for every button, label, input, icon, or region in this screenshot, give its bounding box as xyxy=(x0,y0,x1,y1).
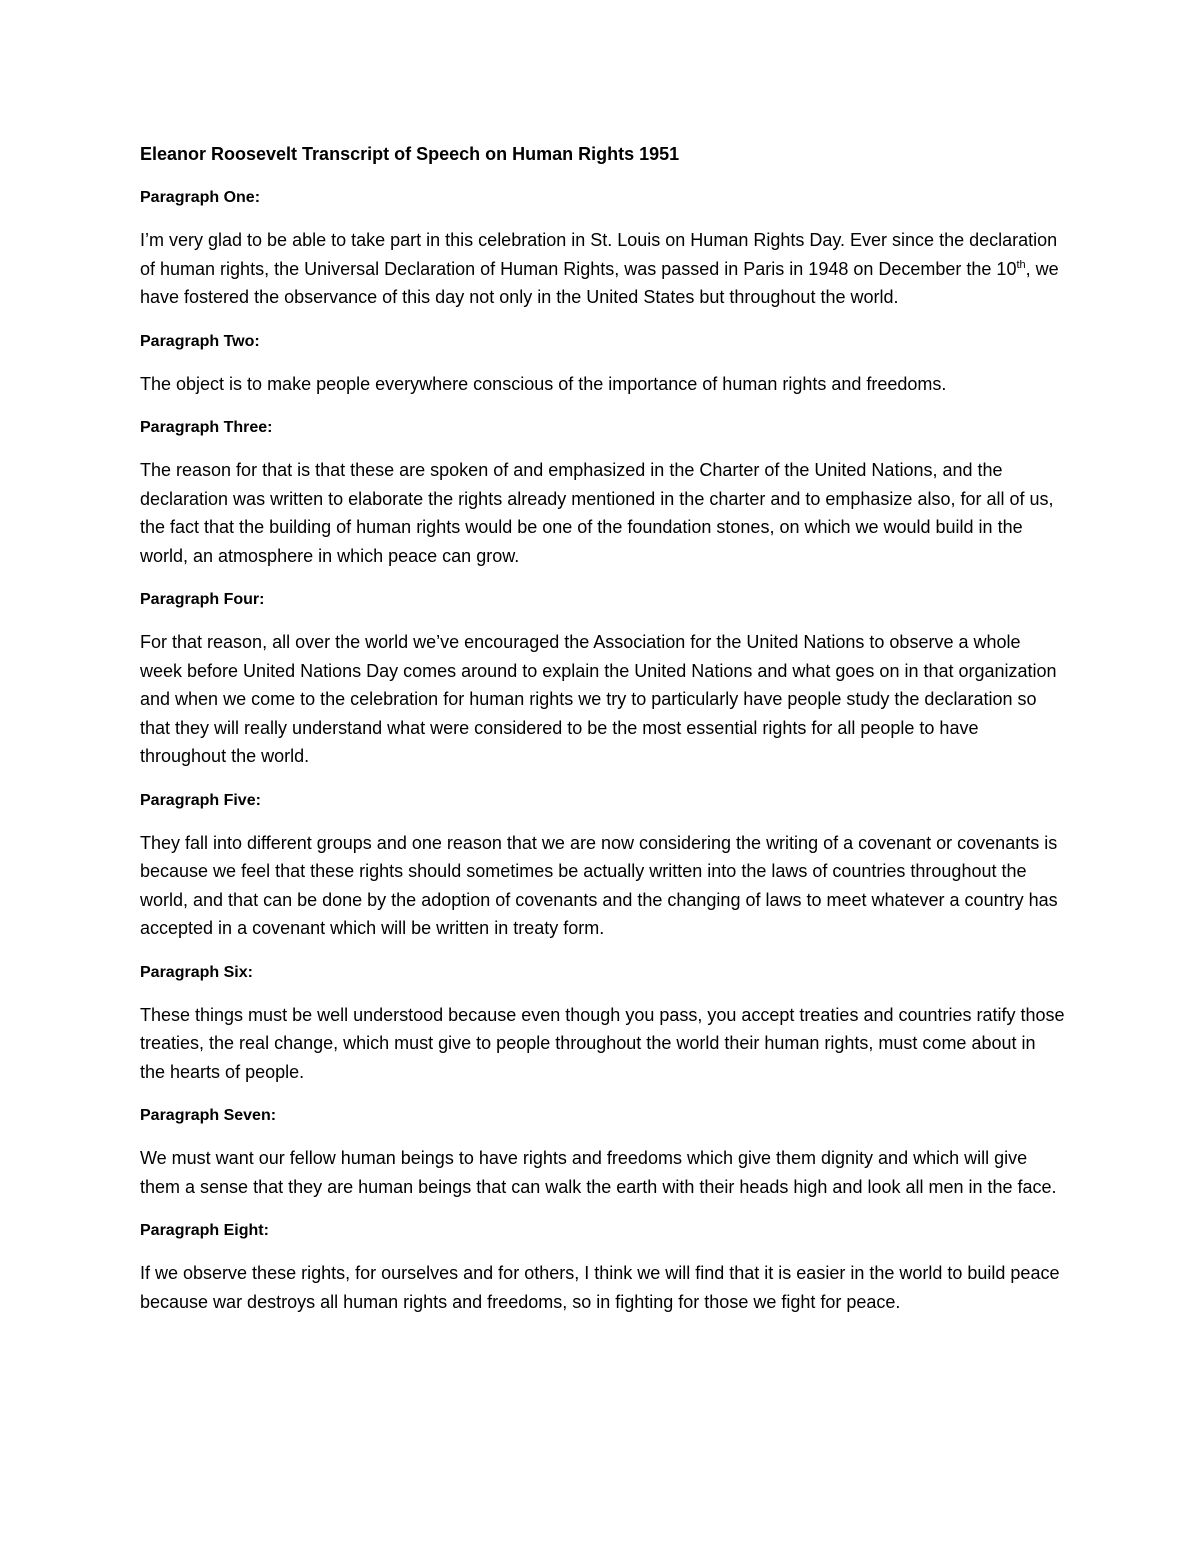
document-page xyxy=(140,140,1065,1332)
ordinal-suffix: th xyxy=(1016,258,1026,271)
paragraph-three-text: The reason for that is that these are spoken of and emphasized in the Charter of the United Nations, and the declaration was written to elaborate the rights already mentioned in the charter and to emphasize also, for all of us, the fact that the building of human rights would be one of the foundation stones, on which we would build in the world, an atmosphere in which peace can grow. xyxy=(140,460,1054,566)
paragraph-six-heading: Paragraph Six: xyxy=(140,963,253,981)
paragraph-seven-heading: Paragraph Seven: xyxy=(140,1107,277,1124)
paragraph-five-heading: Paragraph Five: xyxy=(140,791,261,809)
paragraph-one-text-start: I’m very glad to be able to take part in this celebration in St. Louis on Human Rights Day. Ever since the declaration of human rights, the Universal Declaration of Human Rights, was passed in Paris in 1948 on December the 10 xyxy=(140,230,1058,279)
paragraph-five-text: They fall into different groups and one reason that we are now considering the writing of a covenant or covenants is because we feel that these rights should sometimes be actually written into the laws of countries throughout the world, and that can be done by the adoption of covenants and the changing of laws to meet whatever a country has accepted in a covenant which will be written in treaty form. xyxy=(140,832,1058,938)
paragraph-eight-text: If we observe these rights, for ourselves and for others, I think we will find that it is easier in the world to build peace because war destroys all human rights and freedoms, so in fighting for those we fight for peace. xyxy=(140,1263,1060,1312)
paragraph-two-text: The object is to make people everywhere conscious of the importance of human rights and freedoms. xyxy=(140,373,947,394)
paragraph-one-text xyxy=(140,226,1065,312)
paragraph-four-text: For that reason, all over the world we’ve encouraged the Association for the United Nations to observe a whole week before United Nations Day comes around to explain the United Nations and what goes on in that organization and when we come to the celebration for human rights we try to particularly have people study the declaration so that they will really understand what were considered to be the most essential rights for all people to have throughout the world. xyxy=(140,632,1057,766)
paragraph-three-heading: Paragraph Three: xyxy=(140,419,273,436)
paragraph-one-heading: Paragraph One: xyxy=(140,189,261,206)
paragraph-four-heading: Paragraph Four: xyxy=(140,591,265,608)
paragraph-one-text-end: , we have fostered the observance of this day not only in the United States but throughout the world. xyxy=(140,258,1059,307)
document-title: Eleanor Roosevelt Transcript of Speech on Human Rights 1951 xyxy=(140,144,680,164)
paragraph-seven-text: We must want our fellow human beings to have rights and freedoms which give them dignity and which will give them a sense that they are human beings that can walk the earth with their heads high and look all men in the face. xyxy=(140,1148,1057,1197)
paragraph-eight-heading: Paragraph Eight: xyxy=(140,1222,269,1239)
paragraph-two-heading: Paragraph Two: xyxy=(140,332,260,350)
paragraph-six-text: These things must be well understood because even though you pass, you accept treaties and countries ratify those treaties, the real change, which must give to people throughout the world their human rights, must come about in the hearts of people. xyxy=(140,1004,1065,1082)
